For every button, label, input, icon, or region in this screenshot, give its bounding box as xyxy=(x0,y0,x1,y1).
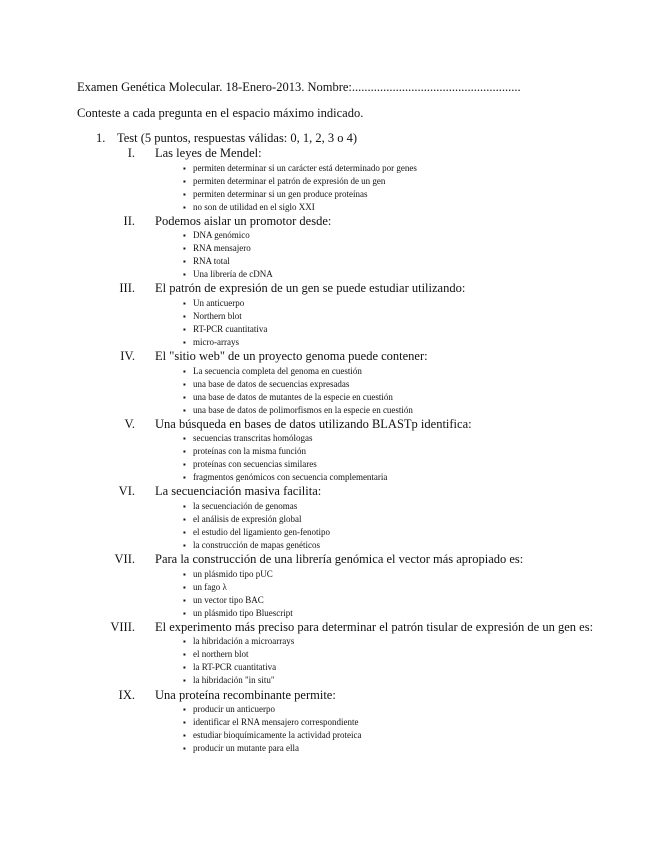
option-item xyxy=(0,500,655,513)
bullet-icon: ▪ xyxy=(183,718,186,728)
option-item xyxy=(0,471,655,484)
question-text: La secuenciación masiva facilita: xyxy=(155,484,322,499)
question-title xyxy=(0,417,655,433)
question-numeral: III. xyxy=(119,281,135,296)
question-numeral: II. xyxy=(123,213,135,228)
question-text: Las leyes de Mendel: xyxy=(155,146,262,160)
option-text: una base de datos de secuencias expresadas xyxy=(193,378,350,389)
bullet-icon: ▪ xyxy=(183,676,186,686)
option-text: el análisis de expresión global xyxy=(193,513,302,524)
option-text: La secuencia completa del genoma en cuestión xyxy=(193,365,362,376)
option-list xyxy=(0,568,655,620)
option-item xyxy=(0,255,655,268)
option-list xyxy=(0,432,655,484)
option-list xyxy=(0,703,655,755)
question-numeral: I. xyxy=(127,146,135,160)
option-item xyxy=(0,445,655,458)
question-title xyxy=(0,214,655,230)
question-title xyxy=(0,552,655,568)
option-list xyxy=(0,500,655,552)
option-item xyxy=(0,323,655,336)
option-text: la secuenciación de genomas xyxy=(193,500,298,511)
option-text: secuencias transcritas homólogas xyxy=(193,433,313,444)
question-list xyxy=(0,146,655,755)
question-text: El "sitio web" de un proyecto genoma puede contener: xyxy=(155,349,428,364)
question-title xyxy=(0,688,655,704)
bullet-icon: ▪ xyxy=(183,528,186,538)
option-text: una base de datos de polimorfismos en la especie en cuestión xyxy=(193,404,413,415)
question-numeral: VIII. xyxy=(110,619,135,634)
bullet-icon: ▪ xyxy=(183,501,186,511)
bullet-icon: ▪ xyxy=(183,176,186,186)
question-text: Una proteína recombinante permite: xyxy=(155,687,336,702)
option-text: producir un mutante para ella xyxy=(193,743,299,754)
option-text: el estudio del ligamiento gen-fenotipo xyxy=(193,527,330,538)
question-title xyxy=(0,620,655,636)
option-item xyxy=(0,175,655,188)
option-item xyxy=(0,594,655,607)
test-number: 1. xyxy=(96,131,106,145)
bullet-icon: ▪ xyxy=(183,608,186,618)
question-numeral: IX. xyxy=(118,687,135,702)
option-text: permiten determinar si un gen produce proteínas xyxy=(193,188,368,199)
question-text: Podemos aislar un promotor desde: xyxy=(155,213,332,228)
option-text: un plásmido tipo Bluescript xyxy=(193,607,293,618)
option-text: la hibridación a microarrays xyxy=(193,636,295,647)
option-text: proteínas con la misma función xyxy=(193,446,306,457)
option-item xyxy=(0,162,655,175)
bullet-icon: ▪ xyxy=(183,541,186,551)
test-heading xyxy=(96,131,357,146)
option-item xyxy=(0,365,655,378)
question-numeral: IV. xyxy=(120,349,135,364)
option-item xyxy=(0,229,655,242)
question-text: El experimento más preciso para determinar el patrón tisular de expresión de un gen es: xyxy=(155,619,594,634)
option-item xyxy=(0,310,655,323)
option-item xyxy=(0,404,655,417)
option-item xyxy=(0,297,655,310)
question-4 xyxy=(0,349,655,417)
question-text: Para la construcción de una librería genómica el vector más apropiado es: xyxy=(155,552,524,567)
option-text: Un anticuerpo xyxy=(193,297,245,308)
instructions: Conteste a cada pregunta en el espacio máximo indicado. xyxy=(77,106,364,120)
bullet-icon: ▪ xyxy=(183,447,186,457)
option-item xyxy=(0,539,655,552)
question-title xyxy=(0,484,655,500)
option-text: permiten determinar si un carácter está determinado por genes xyxy=(193,162,417,173)
test-heading-text: Test (5 puntos, respuestas válidas: 0, 1, 2, 3 o 4) xyxy=(117,131,358,145)
option-item xyxy=(0,336,655,349)
option-item xyxy=(0,661,655,674)
option-text: fragmentos genómicos con secuencia complementaria xyxy=(193,472,388,483)
option-text: Northern blot xyxy=(193,310,242,321)
option-list xyxy=(0,229,655,281)
option-text: un plásmido tipo pUC xyxy=(193,568,273,579)
option-list xyxy=(0,297,655,349)
option-list xyxy=(0,365,655,417)
option-item xyxy=(0,188,655,201)
bullet-icon: ▪ xyxy=(183,595,186,605)
option-text: el northern blot xyxy=(193,649,249,660)
question-8 xyxy=(0,620,655,688)
option-text: micro-arrays xyxy=(193,337,239,348)
bullet-icon: ▪ xyxy=(183,366,186,376)
question-text: Una búsqueda en bases de datos utilizando BLASTp identifica: xyxy=(155,416,472,431)
option-item xyxy=(0,458,655,471)
question-text: El patrón de expresión de un gen se puede estudiar utilizando: xyxy=(155,281,466,296)
option-item xyxy=(0,432,655,445)
option-item xyxy=(0,742,655,755)
option-item xyxy=(0,268,655,281)
option-text: permiten determinar el patrón de expresión de un gen xyxy=(193,175,386,186)
bullet-icon: ▪ xyxy=(183,473,186,483)
option-list xyxy=(0,635,655,687)
option-item xyxy=(0,729,655,742)
question-5 xyxy=(0,417,655,485)
bullet-icon: ▪ xyxy=(183,460,186,470)
option-text: RNA mensajero xyxy=(193,243,251,254)
option-list xyxy=(0,162,655,214)
option-text: la RT-PCR cuantitativa xyxy=(193,662,277,673)
bullet-icon: ▪ xyxy=(183,582,186,592)
option-item xyxy=(0,607,655,620)
option-text: no son de utilidad en el siglo XXI xyxy=(193,201,315,212)
bullet-icon: ▪ xyxy=(183,379,186,389)
bullet-icon: ▪ xyxy=(183,405,186,415)
option-text: Una librería de cDNA xyxy=(193,269,273,280)
option-item xyxy=(0,513,655,526)
option-item xyxy=(0,703,655,716)
option-item xyxy=(0,242,655,255)
question-numeral: VI. xyxy=(118,484,135,499)
bullet-icon: ▪ xyxy=(183,298,186,308)
question-6 xyxy=(0,484,655,552)
option-text: una base de datos de mutantes de la especie en cuestión xyxy=(193,391,393,402)
option-item xyxy=(0,648,655,661)
bullet-icon: ▪ xyxy=(183,392,186,402)
bullet-icon: ▪ xyxy=(183,514,186,524)
bullet-icon: ▪ xyxy=(183,244,186,254)
question-2 xyxy=(0,214,655,282)
bullet-icon: ▪ xyxy=(183,324,186,334)
bullet-icon: ▪ xyxy=(183,650,186,660)
question-title xyxy=(0,281,655,297)
question-numeral: VII. xyxy=(114,552,135,567)
question-9 xyxy=(0,688,655,756)
option-text: un fago λ xyxy=(193,581,227,592)
option-text: identificar el RNA mensajero correspondiente xyxy=(193,717,359,728)
bullet-icon: ▪ xyxy=(183,705,186,714)
bullet-icon: ▪ xyxy=(183,311,186,321)
option-text: DNA genómico xyxy=(193,230,250,241)
bullet-icon: ▪ xyxy=(183,731,186,741)
option-item xyxy=(0,201,655,214)
question-7 xyxy=(0,552,655,620)
option-item xyxy=(0,674,655,687)
bullet-icon: ▪ xyxy=(183,202,186,212)
question-numeral: V. xyxy=(124,416,135,431)
question-1 xyxy=(0,146,655,214)
bullet-icon: ▪ xyxy=(183,270,186,280)
option-item xyxy=(0,635,655,648)
bullet-icon: ▪ xyxy=(183,637,186,647)
option-item xyxy=(0,526,655,539)
bullet-icon: ▪ xyxy=(183,231,186,241)
option-text: estudiar bioquímicamente la actividad proteica xyxy=(193,730,362,741)
option-text: RT-PCR cuantitativa xyxy=(193,323,268,334)
bullet-icon: ▪ xyxy=(183,744,186,754)
question-title xyxy=(0,349,655,365)
question-title xyxy=(0,146,655,162)
bullet-icon: ▪ xyxy=(183,189,186,199)
exam-title-line: Examen Genética Molecular. 18-Enero-2013. Nombre:...................................................... xyxy=(77,80,521,94)
option-item xyxy=(0,391,655,404)
option-text: la hibridación "in situ" xyxy=(193,675,275,686)
option-text: RNA total xyxy=(193,256,230,267)
bullet-icon: ▪ xyxy=(183,338,186,348)
option-text: producir un anticuerpo xyxy=(193,704,275,714)
question-3 xyxy=(0,281,655,349)
bullet-icon: ▪ xyxy=(183,569,186,579)
option-item xyxy=(0,581,655,594)
option-item xyxy=(0,378,655,391)
option-item xyxy=(0,716,655,729)
bullet-icon: ▪ xyxy=(183,434,186,444)
bullet-icon: ▪ xyxy=(183,257,186,267)
option-text: proteínas con secuencias similares xyxy=(193,459,317,470)
option-text: la construcción de mapas genéticos xyxy=(193,540,320,551)
option-item xyxy=(0,568,655,581)
bullet-icon: ▪ xyxy=(183,663,186,673)
bullet-icon: ▪ xyxy=(183,163,186,173)
option-text: un vector tipo BAC xyxy=(193,594,264,605)
